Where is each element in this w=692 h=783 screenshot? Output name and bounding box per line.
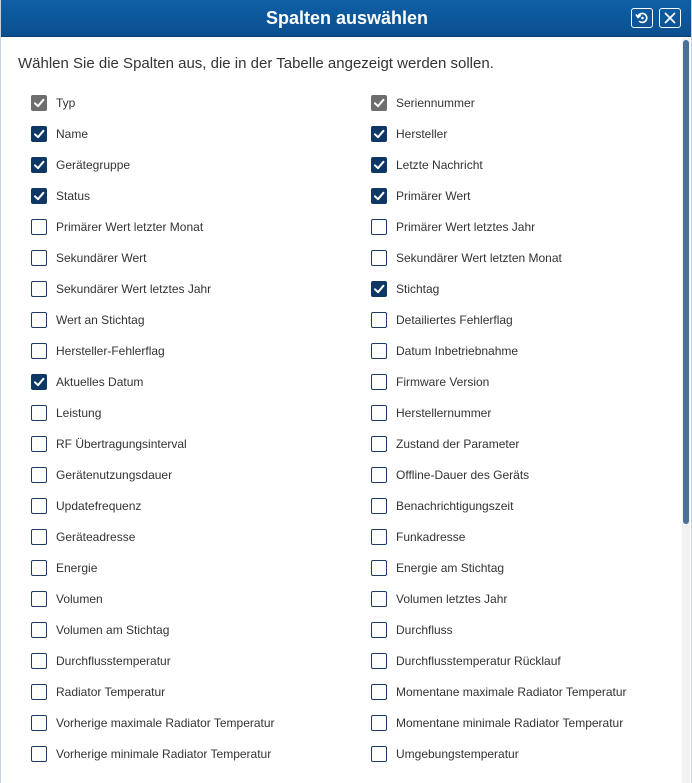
column-option-label: Funkadresse <box>396 530 466 544</box>
column-checkbox[interactable] <box>31 591 47 607</box>
column-checkbox[interactable] <box>31 157 47 173</box>
column-option-label: Momentane maximale Radiator Temperatur <box>396 685 627 699</box>
column-checkbox[interactable] <box>371 188 387 204</box>
column-checkbox[interactable] <box>371 529 387 545</box>
column-option-label: Status <box>56 189 91 203</box>
column-checkbox[interactable] <box>31 250 47 266</box>
column-option[interactable] <box>31 588 103 610</box>
column-checkbox[interactable] <box>371 622 387 638</box>
dialog-header <box>1 0 692 37</box>
column-option-label: Leistung <box>56 406 102 420</box>
column-option-label: Vorherige maximale Radiator Temperatur <box>56 716 275 730</box>
column-option-label: Zustand der Parameter <box>396 437 520 451</box>
column-checkbox[interactable] <box>31 560 47 576</box>
column-option[interactable] <box>31 464 172 486</box>
column-option-label: Wert an Stichtag <box>56 313 145 327</box>
column-option[interactable] <box>31 433 187 455</box>
column-option[interactable] <box>31 402 101 424</box>
checkmark-icon <box>373 190 385 202</box>
column-option[interactable] <box>31 712 275 734</box>
column-option[interactable] <box>31 557 97 579</box>
column-option[interactable] <box>371 650 561 672</box>
column-checkbox[interactable] <box>31 436 47 452</box>
column-option[interactable] <box>31 743 271 765</box>
column-option-label: Primärer Wert letzter Monat <box>56 220 204 234</box>
column-option-label: Momentane minimale Radiator Temperatur <box>396 716 624 730</box>
column-checkbox[interactable] <box>31 374 47 390</box>
column-option-label: Vorherige minimale Radiator Temperatur <box>56 747 272 761</box>
column-checkbox[interactable] <box>31 219 47 235</box>
column-checkbox[interactable] <box>31 126 47 142</box>
column-option[interactable] <box>31 340 165 362</box>
column-checkbox[interactable] <box>371 405 387 421</box>
column-option[interactable] <box>31 309 145 331</box>
column-option[interactable] <box>371 681 627 703</box>
column-checkbox[interactable] <box>371 498 387 514</box>
column-option-label: Detailiertes Fehlerflag <box>396 313 513 327</box>
column-checkbox[interactable] <box>371 157 387 173</box>
column-option[interactable] <box>371 92 475 114</box>
scrollbar-track[interactable] <box>682 38 690 783</box>
column-option[interactable] <box>371 371 489 393</box>
column-option-label: Updatefrequenz <box>56 499 142 513</box>
column-option-label: Firmware Version <box>396 375 490 389</box>
column-option[interactable] <box>31 123 88 145</box>
column-option[interactable] <box>31 495 141 517</box>
column-option-label: Aktuelles Datum <box>56 375 144 389</box>
column-checkbox[interactable] <box>31 684 47 700</box>
column-option[interactable] <box>31 185 90 207</box>
column-checkbox[interactable] <box>31 188 47 204</box>
column-checkbox[interactable] <box>31 343 47 359</box>
column-option[interactable] <box>371 340 518 362</box>
column-option[interactable] <box>371 495 513 517</box>
column-option[interactable] <box>371 557 504 579</box>
column-option-label: Durchfluss <box>396 623 453 637</box>
column-option[interactable] <box>371 185 470 207</box>
column-option[interactable] <box>31 154 130 176</box>
column-checkbox[interactable] <box>371 95 387 111</box>
column-option[interactable] <box>31 371 143 393</box>
column-option[interactable] <box>371 309 513 331</box>
column-option[interactable] <box>371 712 623 734</box>
column-checkbox[interactable] <box>371 219 387 235</box>
column-option[interactable] <box>371 743 519 765</box>
column-option-label: Datum Inbetriebnahme <box>396 344 519 358</box>
column-option[interactable] <box>371 526 465 548</box>
column-option-label: Stichtag <box>396 282 440 296</box>
column-checkbox[interactable] <box>371 343 387 359</box>
column-option[interactable] <box>31 247 147 269</box>
column-checkbox[interactable] <box>371 653 387 669</box>
column-option[interactable] <box>31 216 203 238</box>
column-option-label: Volumen letztes Jahr <box>396 592 508 606</box>
column-checkbox[interactable] <box>31 95 47 111</box>
column-option[interactable] <box>371 402 491 424</box>
column-checkbox[interactable] <box>371 312 387 328</box>
column-option[interactable] <box>371 216 535 238</box>
column-option-label: RF Übertragungsinterval <box>56 437 187 451</box>
column-option[interactable] <box>31 92 75 114</box>
column-option[interactable] <box>371 247 562 269</box>
column-option-label: Herstellernummer <box>396 406 492 420</box>
column-option-label: Volumen am Stichtag <box>56 623 170 637</box>
column-option-label: Hersteller-Fehlerflag <box>56 344 165 358</box>
column-checkbox[interactable] <box>371 281 387 297</box>
column-option[interactable] <box>371 154 483 176</box>
checkmark-icon <box>33 190 45 202</box>
column-checkbox[interactable] <box>371 374 387 390</box>
column-option[interactable] <box>31 278 211 300</box>
column-option[interactable] <box>31 526 135 548</box>
column-checkbox[interactable] <box>371 715 387 731</box>
column-checkbox[interactable] <box>31 312 47 328</box>
column-option[interactable] <box>371 588 507 610</box>
column-option[interactable] <box>371 278 439 300</box>
column-checkbox[interactable] <box>371 126 387 142</box>
column-option-label: Seriennummer <box>396 96 475 110</box>
column-option-label: Name <box>56 127 89 141</box>
column-option[interactable] <box>31 650 171 672</box>
checkmark-icon <box>33 128 45 140</box>
column-option-label: Durchflusstemperatur <box>56 654 171 668</box>
column-option[interactable] <box>371 433 519 455</box>
column-checkbox[interactable] <box>371 560 387 576</box>
column-option-label: Energie <box>56 561 98 575</box>
column-checkbox[interactable] <box>31 622 47 638</box>
column-checkbox[interactable] <box>31 405 47 421</box>
column-option[interactable] <box>31 681 165 703</box>
column-option-label: Sekundärer Wert letztes Jahr <box>56 282 212 296</box>
column-option[interactable] <box>371 619 453 641</box>
column-option-label: Gerätenutzungsdauer <box>56 468 173 482</box>
dialog-title: Spalten auswählen <box>265 8 429 28</box>
restore-button[interactable] <box>631 8 653 28</box>
checkmark-icon <box>33 376 45 388</box>
column-option-label: Hersteller <box>396 127 448 141</box>
column-option-label: Sekundärer Wert letzten Monat <box>396 251 562 265</box>
column-option-label: Sekundärer Wert <box>56 251 147 265</box>
checkmark-icon <box>373 159 385 171</box>
column-option-label: Primärer Wert letztes Jahr <box>396 220 536 234</box>
column-option-label: Umgebungstemperatur <box>396 747 519 761</box>
column-option[interactable] <box>371 464 529 486</box>
column-checkbox[interactable] <box>31 746 47 762</box>
column-checkbox[interactable] <box>371 684 387 700</box>
restore-icon <box>635 11 649 25</box>
column-checkbox[interactable] <box>31 498 47 514</box>
column-checkbox[interactable] <box>371 591 387 607</box>
column-option-label: Geräteadresse <box>56 530 136 544</box>
column-checkbox[interactable] <box>31 467 47 483</box>
checkmark-icon <box>33 97 45 109</box>
dialog-instructions: Wählen Sie die Spalten aus, die in der Tabelle angezeigt werden sollen. <box>18 55 494 72</box>
scrollbar-thumb[interactable] <box>683 40 689 524</box>
column-option-label: Gerätegruppe <box>56 158 131 172</box>
column-checkbox[interactable] <box>31 715 47 731</box>
column-checkbox[interactable] <box>31 281 47 297</box>
close-button[interactable] <box>659 8 681 28</box>
column-checkbox[interactable] <box>371 746 387 762</box>
column-option[interactable] <box>31 619 169 641</box>
close-icon <box>664 12 676 24</box>
column-option-label: Energie am Stichtag <box>396 561 505 575</box>
checkmark-icon <box>373 128 385 140</box>
column-checkbox[interactable] <box>371 467 387 483</box>
column-checkbox[interactable] <box>371 250 387 266</box>
column-option-label: Radiator Temperatur <box>56 685 166 699</box>
column-option-label: Volumen <box>56 592 103 606</box>
column-option-label: Benachrichtigungszeit <box>396 499 514 513</box>
column-checkbox[interactable] <box>31 529 47 545</box>
checkmark-icon <box>373 97 385 109</box>
column-checkbox[interactable] <box>371 436 387 452</box>
column-option-label: Primärer Wert <box>396 189 471 203</box>
column-option-label: Durchflusstemperatur Rücklauf <box>396 654 561 668</box>
checkmark-icon <box>373 283 385 295</box>
column-option-label: Typ <box>56 96 76 110</box>
column-option[interactable] <box>371 123 447 145</box>
column-checkbox[interactable] <box>31 653 47 669</box>
checkmark-icon <box>33 159 45 171</box>
column-option-label: Letzte Nachricht <box>396 158 483 172</box>
column-option-label: Offline-Dauer des Geräts <box>396 468 530 482</box>
